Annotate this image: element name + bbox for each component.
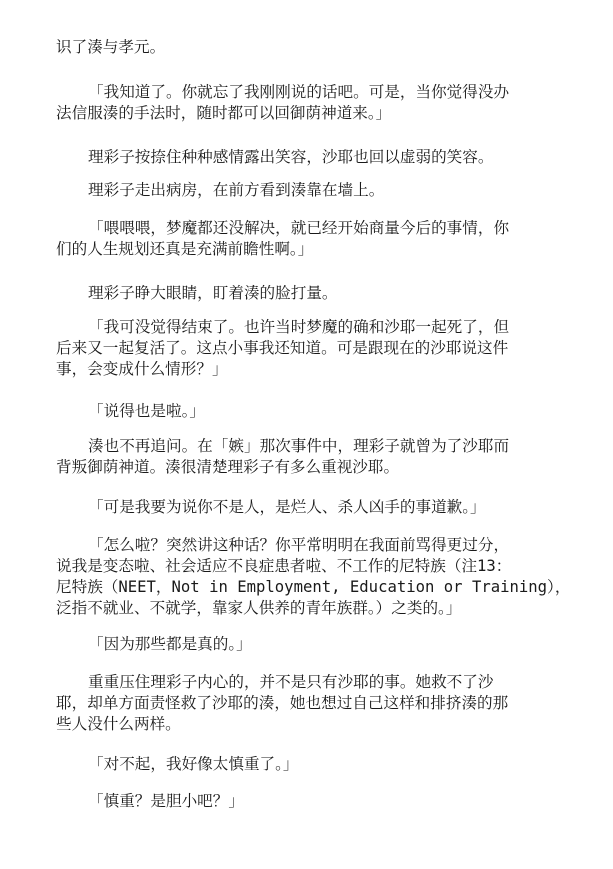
paragraph	[56, 147, 561, 168]
text-line: 「怎么啦？突然讲这种话？你平常明明在我面前骂得更过分，	[88, 536, 510, 554]
text-line: 们的人生规划还真是充满前瞻性啊。」	[56, 240, 314, 258]
paragraph	[56, 218, 561, 260]
text-line: 泛指不就业、不就学，靠家人供养的青年族群。）之类的。」	[56, 599, 462, 617]
paragraph	[56, 791, 561, 812]
paragraph	[56, 180, 561, 201]
text-line: 理彩子走出病房，在前方看到湊靠在墙上。	[88, 181, 385, 199]
text-line: 「喂喂喂，梦魔都还没解决，就已经开始商量今后的事情，你	[88, 219, 510, 237]
paragraph	[56, 283, 561, 304]
text-line: 尼特族（NEET，Not in Employment, Education or Training），	[56, 578, 571, 596]
paragraph	[56, 634, 561, 655]
text-line: 「我知道了。你就忘了我刚刚说的话吧。可是，当你觉得没办	[88, 83, 510, 101]
text-line: 「慎重？是胆小吧？」	[88, 792, 244, 810]
text-line: 「对不起，我好像太慎重了。」	[88, 755, 299, 773]
paragraph	[56, 535, 571, 619]
paragraph	[56, 82, 561, 124]
paragraph	[56, 497, 561, 518]
text-line: 「说得也是啦。」	[88, 402, 205, 420]
text-line: 识了湊与孝元。	[56, 38, 166, 56]
text-line: 湊也不再追问。在「嫉」那次事件中，理彩子就曾为了沙耶而	[88, 437, 510, 455]
text-line: 事，会变成什么情形？」	[56, 360, 228, 378]
text-line: 背叛御荫神道。湊很清楚理彩子有多么重视沙耶。	[56, 458, 400, 476]
text-line: 法信服湊的手法时，随时都可以回御荫神道来。」	[56, 104, 392, 122]
paragraph	[56, 401, 561, 422]
text-line: 「可是我要为说你不是人，是烂人、杀人凶手的事道歉。」	[88, 498, 486, 516]
text-line: 说我是变态啦、社会适应不良症患者啦、不工作的尼特族（注13：	[56, 557, 512, 575]
paragraph	[56, 672, 561, 735]
paragraph	[56, 317, 561, 380]
paragraph	[56, 436, 561, 478]
paragraph	[56, 37, 561, 58]
paragraph	[56, 754, 561, 775]
text-line: 「我可没觉得结束了。也许当时梦魔的确和沙耶一起死了，但	[88, 318, 510, 336]
text-line: 理彩子按捺住种种感情露出笑容，沙耶也回以虚弱的笑容。	[88, 148, 494, 166]
text-line: 些人没什么两样。	[56, 715, 181, 733]
text-line: 「因为那些都是真的。」	[88, 635, 252, 653]
text-line: 耶，却单方面责怪救了沙耶的湊，她也想过自己这样和排挤湊的那	[56, 694, 509, 712]
text-line: 后来又一起复活了。这点小事我还知道。可是跟现在的沙耶说这件	[56, 339, 509, 357]
text-line: 理彩子睁大眼睛，盯着湊的脸打量。	[88, 284, 338, 302]
text-line: 重重压住理彩子内心的，并不是只有沙耶的事。她救不了沙	[88, 673, 494, 691]
